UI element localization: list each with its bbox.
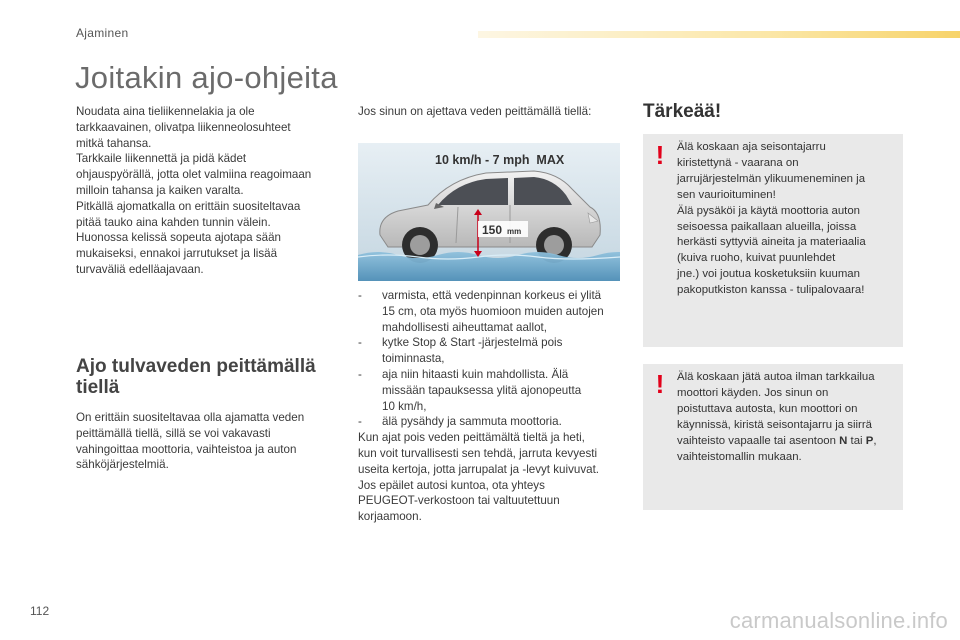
instruction-line: älä pysähdy ja sammuta moottoria. — [382, 415, 562, 429]
instruction-item — [358, 414, 626, 430]
flood-heading-line: tiellä — [76, 377, 120, 398]
list-dash: - — [358, 367, 362, 381]
warning-line: herkästi syttyviä aineita ja materiaalia — [677, 236, 866, 249]
flood-instructions — [358, 288, 626, 525]
intro-line: Pitkällä ajomatkalla on erittäin suositeltavaa — [76, 199, 301, 213]
warning-line: vaihteistomallin mukaan. — [677, 450, 802, 463]
intro-line: mukaiseksi, ennakoi jarrutukset ja lisää — [76, 247, 278, 261]
list-dash: - — [358, 289, 362, 302]
instruction-line: kytke Stop & Start -järjestelmä pois — [382, 336, 563, 350]
flood-intro: Jos sinun on ajettava veden peittämällä tiellä: — [358, 105, 592, 118]
warning-line: käynnissä, kiristä seisontajarru ja siirrä — [677, 418, 872, 431]
gear-n: N — [839, 434, 848, 447]
page-number: 112 — [30, 604, 50, 618]
instruction-line: mahdollisesti aiheuttamat aallot, — [382, 320, 547, 334]
depth-unit: mm — [507, 227, 522, 236]
warning-line: poistuttava autosta, kun moottori on — [677, 402, 858, 415]
page-title: Joitakin ajo-ohjeita — [75, 60, 338, 95]
section-label: Ajaminen — [76, 26, 129, 40]
instruction-list — [358, 288, 626, 430]
intro-line: Huonossa kelissä sopeuta ajotapa sään — [76, 231, 281, 245]
after-line: Jos epäilet autosi kuntoa, ota yhteys — [358, 478, 545, 492]
warning-line: jarrujärjestelmän ylikuumeneminen ja — [677, 172, 866, 185]
warning-box-parking-brake — [643, 134, 903, 347]
warning-line: seisoessa paikallaan alueilla, joissa — [677, 220, 857, 233]
flood-line: peittämällä tiellä, sillä se voi vakavasti — [76, 426, 271, 440]
after-line: korjaamoon. — [358, 510, 422, 524]
flood-line: vahingoittaa moottoria, vaihteistoa ja auton — [76, 442, 297, 456]
after-line: useita kertoja, jotta jarrupalat ja -levyt kuivuvat. — [358, 462, 600, 476]
warning-line: Älä koskaan aja seisontajarru — [677, 141, 826, 153]
after-line: PEUGEOT-verkostoon tai valtuutettuun — [358, 494, 560, 508]
instruction-line: varmista, että vedenpinnan korkeus ei ylitä — [382, 289, 602, 302]
warning-text — [677, 140, 897, 299]
instruction-item — [358, 335, 626, 367]
flood-heading — [76, 356, 336, 398]
warning-line-start: vaihteisto vapaalle tai asentoon — [677, 434, 840, 447]
warning-line: jne.) voi joutua kosketuksiin kuuman — [677, 268, 860, 281]
intro-line: mitkä tahansa. — [76, 136, 152, 150]
depth-value: 150 — [482, 223, 503, 237]
intro-line: pitää tauko aina kahden tunnin välein. — [76, 215, 271, 229]
flood-line: sähköjärjestelmiä. — [76, 458, 169, 472]
after-line: kun voit turvallisesti sen tehdä, jarruta kevyesti — [358, 446, 598, 460]
car-in-water-illustration — [358, 143, 620, 281]
warning-line: (kuiva ruoho, kuivat puunlehdet — [677, 252, 836, 265]
header-bar — [478, 31, 960, 38]
gear-p: P — [865, 434, 874, 447]
intro-line: turvaväliä edelläajavaan. — [76, 262, 204, 276]
warning-exclamation-icon: ! — [655, 369, 665, 399]
after-line: Kun ajat pois veden peittämältä tieltä ja heti, — [358, 431, 585, 445]
flood-illustration — [358, 143, 620, 281]
speed-limit-label: 10 km/h - 7 mph MAX — [435, 153, 565, 167]
instruction-item — [358, 367, 626, 414]
warning-line: Älä koskaan jätä autoa ilman tarkkailua — [677, 371, 875, 383]
instruction-line: toiminnasta, — [382, 352, 445, 366]
intro-line: Tarkkaile liikennettä ja pidä kädet — [76, 152, 247, 166]
warning-line-mid: tai — [847, 434, 866, 447]
warning-text — [677, 370, 897, 465]
flood-heading-line: Ajo tulvaveden peittämällä — [76, 356, 316, 377]
intro-text — [76, 104, 338, 278]
warning-box-engine-running — [643, 364, 903, 510]
flood-warning-text — [76, 410, 338, 473]
warning-exclamation-icon: ! — [655, 140, 665, 170]
watermark: carmanualsonline.info — [729, 608, 948, 633]
warning-line: pakoputkiston kanssa - tulipalovaara! — [677, 284, 865, 297]
flood-line: On erittäin suositeltavaa olla ajamatta veden — [76, 411, 305, 424]
list-dash: - — [358, 415, 362, 429]
warning-line-end: , — [873, 434, 877, 447]
instruction-item — [358, 288, 626, 335]
instruction-line: 15 cm, ota myös huomioon muiden autojen — [382, 304, 604, 318]
warning-line: kiristettynä - vaarana on — [677, 156, 799, 169]
intro-line: ohjauspyörällä, jotta olet valmiina reagoimaan — [76, 168, 312, 182]
warning-line: Älä pysäköi ja käytä moottoria auton — [677, 204, 860, 217]
instruction-line: aja niin hitaasti kuin mahdollista. Älä — [382, 367, 569, 381]
warning-line: moottori käyden. Jos sinun on — [677, 386, 829, 399]
intro-line: Noudata aina tieliikennelakia ja ole — [76, 105, 255, 118]
important-title: Tärkeää! — [643, 101, 722, 122]
intro-line: milloin tahansa ja kaiken varalta. — [76, 183, 244, 197]
instruction-line: 10 km/h, — [382, 399, 427, 413]
list-dash: - — [358, 336, 362, 350]
intro-line: tarkkaavainen, olivatpa liikenneolosuhteet — [76, 120, 291, 134]
instruction-line: missään tapauksessa ylitä ajonopeutta — [382, 383, 582, 397]
warning-line: sen vaurioituminen! — [677, 188, 776, 201]
